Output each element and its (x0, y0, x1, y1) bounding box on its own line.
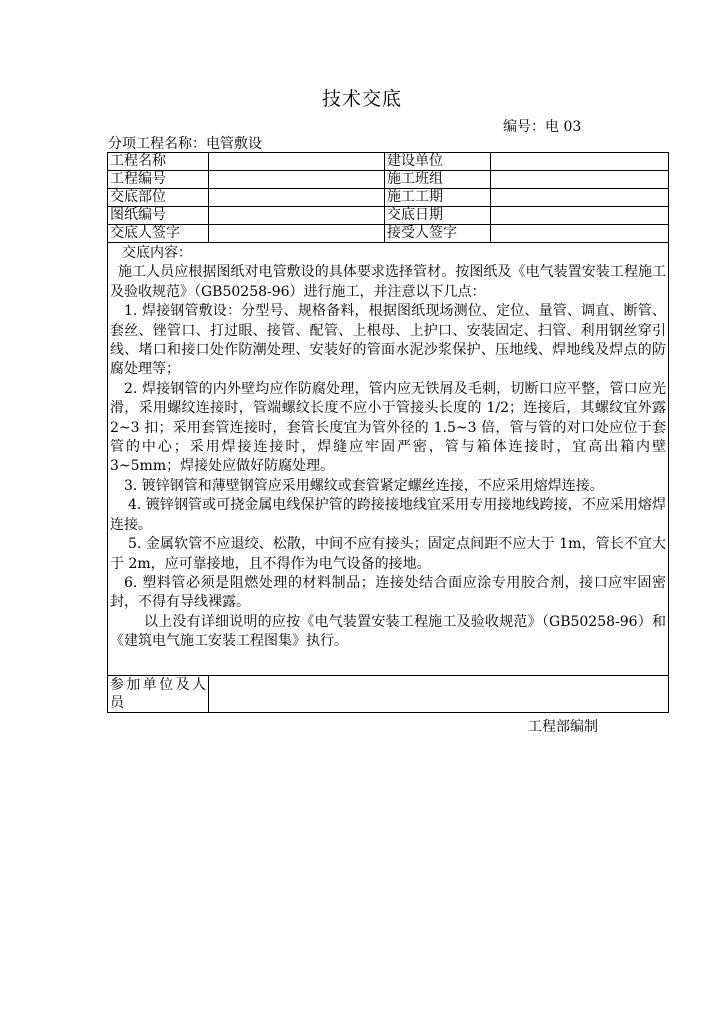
content-item-4: 4. 镀锌钢管或可挠金属电线保护管的跨接接地线宜采用专用接地线跨接，不应采用熔焊连接。 (110, 497, 666, 533)
label-receiver-signature: 接受人签字 (385, 225, 491, 243)
label-work-team: 施工班组 (385, 171, 491, 189)
content-item-1: 1. 焊接钢管敷设：分型号、规格备料，根据图纸现场测位、定位、量管、调直、断管、套丝、锉管口、打过眼、接管、配管、上根母、上护口、安装固定、扫管、利用钢丝穿引线、堵口和接口处作防潮处理、安装好的管面水泥沙浆保护、压地线、焊地线及焊点的防腐处理等； (110, 303, 666, 378)
label-disclosure-location: 交底部位 (108, 189, 209, 207)
document-number: 编号：电 03 (503, 119, 582, 135)
content-item-6: 6. 塑料管必须是阻燃处理的材料制品；连接处结合面应涂专用胶合剂，接口应牢固密封，不得有导线裸露。 (110, 574, 666, 611)
form-row-project-number (108, 171, 669, 189)
field-work-team[interactable] (491, 171, 669, 189)
label-disclosure-date: 交底日期 (385, 207, 491, 225)
content-heading: 交底内容： (122, 245, 192, 261)
field-drawing-number[interactable] (209, 207, 385, 225)
field-project-name[interactable] (209, 153, 385, 171)
field-receiver-signature[interactable] (491, 225, 669, 243)
form-row-participants (108, 675, 669, 712)
field-construction-period[interactable] (491, 189, 669, 207)
form-row-signatures (108, 225, 669, 243)
form-row-drawing-number (108, 207, 669, 225)
label-drawing-number: 图纸编号 (108, 207, 209, 225)
field-construction-unit[interactable] (491, 153, 669, 171)
content-item-2: 2. 焊接钢管的内外壁均应作防腐处理，管内应无铁屑及毛刺，切断口应平整，管口应光滑，采用螺纹连接时，管端螺纹长度不应小于管接头长度的 1/2；连接后，其螺纹宜外露 2~3 扣；采用套管连接时，套管长度宜为管外径的 1.5~3 倍，管与管的对口处应位于套管的中心；采用焊接连接时，焊缝应牢固严密，管与箱体连接时，宜高出箱内壁 3~5mm；焊接处应做好防腐处理。 (110, 380, 666, 475)
form-row-project-name (108, 153, 669, 171)
document-title: 技术交底 (321, 88, 402, 110)
content-intro: 施工人员应根据图纸对电管敷设的具体要求选择管材。按图纸及《电气装置安装工程施工及验收规范》（GB50258-96）进行施工，并注意以下几点： (110, 264, 666, 300)
label-discloser-signature: 交底人签字 (108, 225, 209, 243)
label-project-name: 工程名称 (108, 153, 209, 171)
disclosure-form-table (107, 152, 669, 713)
content-item-3: 3. 镀锌钢管和薄壁钢管应采用螺纹或套管紧定螺丝连接，不应采用熔焊连接。 (124, 477, 604, 494)
label-participants: 参加单位及人员 (108, 675, 209, 712)
field-disclosure-location[interactable] (209, 189, 385, 207)
disclosure-content (108, 243, 669, 676)
field-participants[interactable] (209, 675, 669, 712)
content-blank-space (110, 652, 666, 671)
label-project-number: 工程编号 (108, 171, 209, 189)
sub-project-name: 分项工程名称：电管敷设 (108, 136, 262, 152)
label-construction-unit: 建设单位 (385, 153, 491, 171)
field-discloser-signature[interactable] (209, 225, 385, 243)
form-row-content (108, 243, 669, 676)
label-construction-period: 施工工期 (385, 189, 491, 207)
content-item-5: 5. 金属软管不应退绞、松散，中间不应有接头；固定点间距不应大于 1m，管长不宜大于 2m，应可靠接地，且不得作为电气设备的接地。 (110, 536, 666, 572)
compiled-by: 工程部编制 (528, 719, 598, 735)
field-disclosure-date[interactable] (491, 207, 669, 225)
content-closing: 以上没有详细说明的应按《电气装置安装工程施工及验收规范》（GB50258-96）和《建筑电气施工安装工程图集》执行。 (110, 613, 666, 650)
form-row-disclosure-location (108, 189, 669, 207)
field-project-number[interactable] (209, 171, 385, 189)
